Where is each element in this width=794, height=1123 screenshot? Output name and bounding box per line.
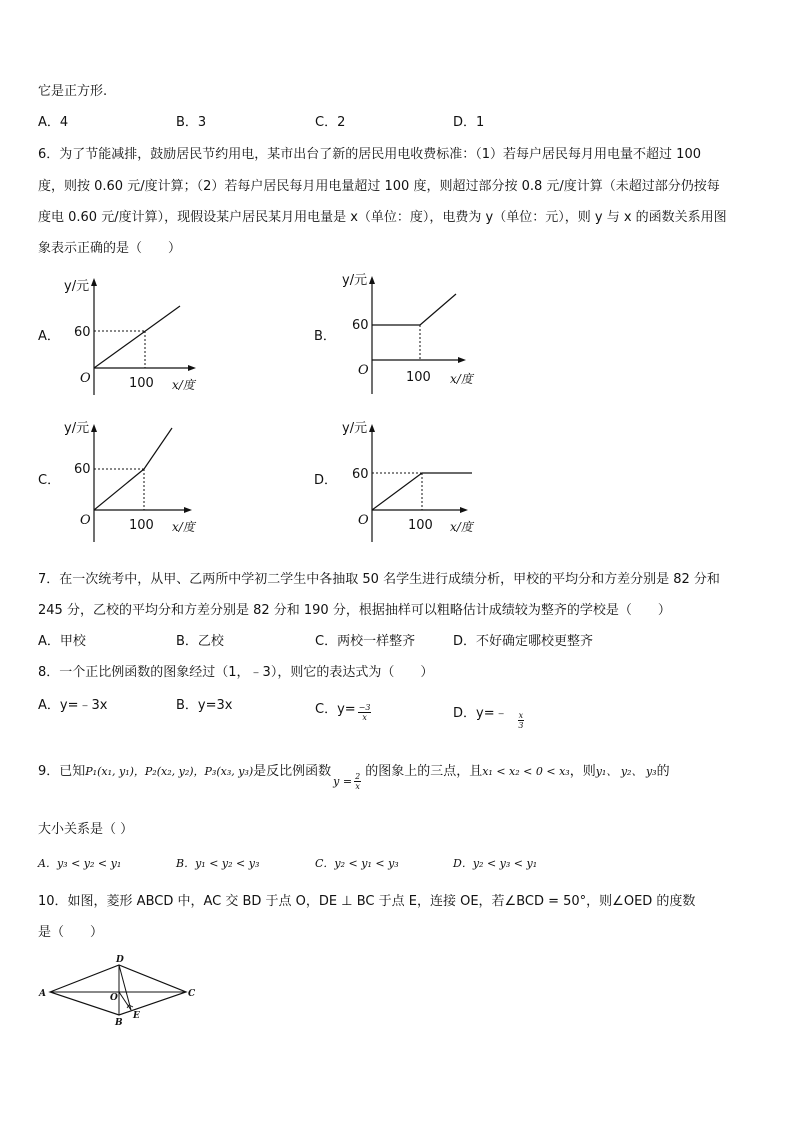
graph-a-origin: O [80,371,91,386]
q9-then: ，则 [569,764,596,779]
graph-a-xtick: 100 [129,376,154,391]
graph-d-ylabel: y/元 [342,421,368,436]
q7-option-c: C．两校一样整齐 [315,634,416,649]
q6-line-4: 象表示正确的是（ ） [38,241,182,256]
q9-line-2: 大小关系是（ ） [38,822,134,837]
q7-line-2: 245 分，乙校的平均分和方差分别是 82 分和 190 分，根据抽样可以粗略估计成绩较为整齐的学校是（ ） [38,603,671,618]
graph-b-origin: O [358,363,369,378]
fig-label-b: B [115,1018,123,1028]
q6-line-3: 度电 0.60 元/度计算），现假设某户居民某月用电量是 x（单位：度），电费为 y（单位：元），则 y 与 x 的函数关系用图 [38,210,727,225]
q9-ys: y₁、 y₂、 y₃ [595,765,657,778]
graph-b-xtick: 100 [406,370,431,385]
graph-c-xlabel: x/度 [172,520,195,534]
graph-c [60,414,220,544]
q10-line-2: 是（ ） [38,925,104,940]
graph-c-xtick: 100 [129,518,154,533]
q5-option-c: C．2 [315,115,346,130]
graph-b-xlabel: x/度 [450,372,473,386]
graph-a [60,270,220,400]
graph-d [338,414,498,544]
q9-mid2: 的图象上的三点，且 [365,764,483,779]
graph-d-xtick: 100 [408,518,433,533]
q5-tail: 它是正方形. [38,84,108,99]
q9-option-a: A．y₃ < y₂ < y₁ [38,857,122,870]
graph-a-ylabel: y/元 [64,279,90,294]
graph-a-label: A． [38,329,60,344]
fig-label-o: O [110,993,118,1003]
q9-option-b: B．y₁ < y₂ < y₃ [176,857,260,870]
q8-option-c-prefix: C．y= [315,702,356,717]
graph-a-xlabel: x/度 [172,378,195,392]
q8-option-c [315,697,373,722]
q9-option-c: C．y₂ < y₁ < y₃ [315,857,399,870]
q8-option-c-fraction: $\frac{-3}{x}$ [358,703,371,722]
q8-option-b: B．y=3x [176,698,233,713]
q9-mid: 是反比例函数 [253,764,332,779]
graph-b-ylabel: y/元 [342,273,368,288]
q5-option-a: A．4 [38,115,69,130]
graph-b [338,266,498,396]
q8-option-a: A．y=﹣3x [38,698,108,713]
q9-end: 的 [656,764,670,779]
graph-d-xlabel: x/度 [450,520,473,534]
q10-line-1: 10．如图，菱形 ABCD 中，AC 交 BD 于点 O，DE ⊥ BC 于点 E，连接 OE，若∠BCD = 50°，则∠OED 的度数 [38,894,696,909]
q9-line-1 [38,762,670,791]
q5-option-b: B．3 [176,115,207,130]
q7-option-d: D．不好确定哪校更整齐 [453,634,594,649]
q5-option-d: D．1 [453,115,485,130]
q7-option-a: A．甲校 [38,634,86,649]
q8-option-d-prefix: D．y=﹣ [453,706,508,721]
graph-c-ylabel: y/元 [64,421,90,436]
q6-line-2: 度，则按 0.60 元/度计算；（2）若每户居民每月用电量超过 100 度，则超过部分按 0.8 元/度计算（未超过部分仍按每 [38,179,720,194]
q7-option-b: B．乙校 [176,634,224,649]
fig-label-a: A [39,989,46,999]
fig-label-e: E [133,1011,140,1021]
q9-condition: x₁ < x₂ < 0 < x₃ [482,765,570,778]
q8-stem: 8．一个正比例函数的图象经过（1，﹣3），则它的表达式为（ ） [38,665,434,680]
q8-option-d [453,697,526,730]
graph-d-ytick: 60 [352,467,369,482]
graph-c-ytick: 60 [74,462,91,477]
graph-b-ytick: 60 [352,318,369,333]
q9-function: y = $\frac{2}{x}$ [333,772,361,791]
graph-c-label: C． [38,473,61,488]
rhombus-figure [36,952,206,1028]
q9-points: P₁(x₁, y₁)，P₂(x₂, y₂)，P₃(x₃, y₃) [85,765,254,778]
graph-c-origin: O [80,513,91,528]
q8-option-d-fraction: $\frac{x}{3}$ [518,711,524,730]
fig-label-d: D [116,955,124,965]
graph-d-origin: O [358,513,369,528]
graph-d-label: D． [314,473,338,488]
q7-line-1: 7．在一次统考中，从甲、乙两所中学初二学生中各抽取 50 名学生进行成绩分析，甲校的平均分和方差分别是 82 分和 [38,572,720,587]
fig-label-c: C [188,989,196,999]
q9-option-d: D．y₂ < y₃ < y₁ [453,857,538,870]
q9-lead: 9．已知 [38,764,86,779]
q6-line-1: 6．为了节能减排，鼓励居民节约用电，某市出台了新的居民用电收费标准：（1）若每户居民每月用电量不超过 100 [38,147,701,162]
graph-b-label: B． [314,329,336,344]
graph-a-ytick: 60 [74,325,91,340]
